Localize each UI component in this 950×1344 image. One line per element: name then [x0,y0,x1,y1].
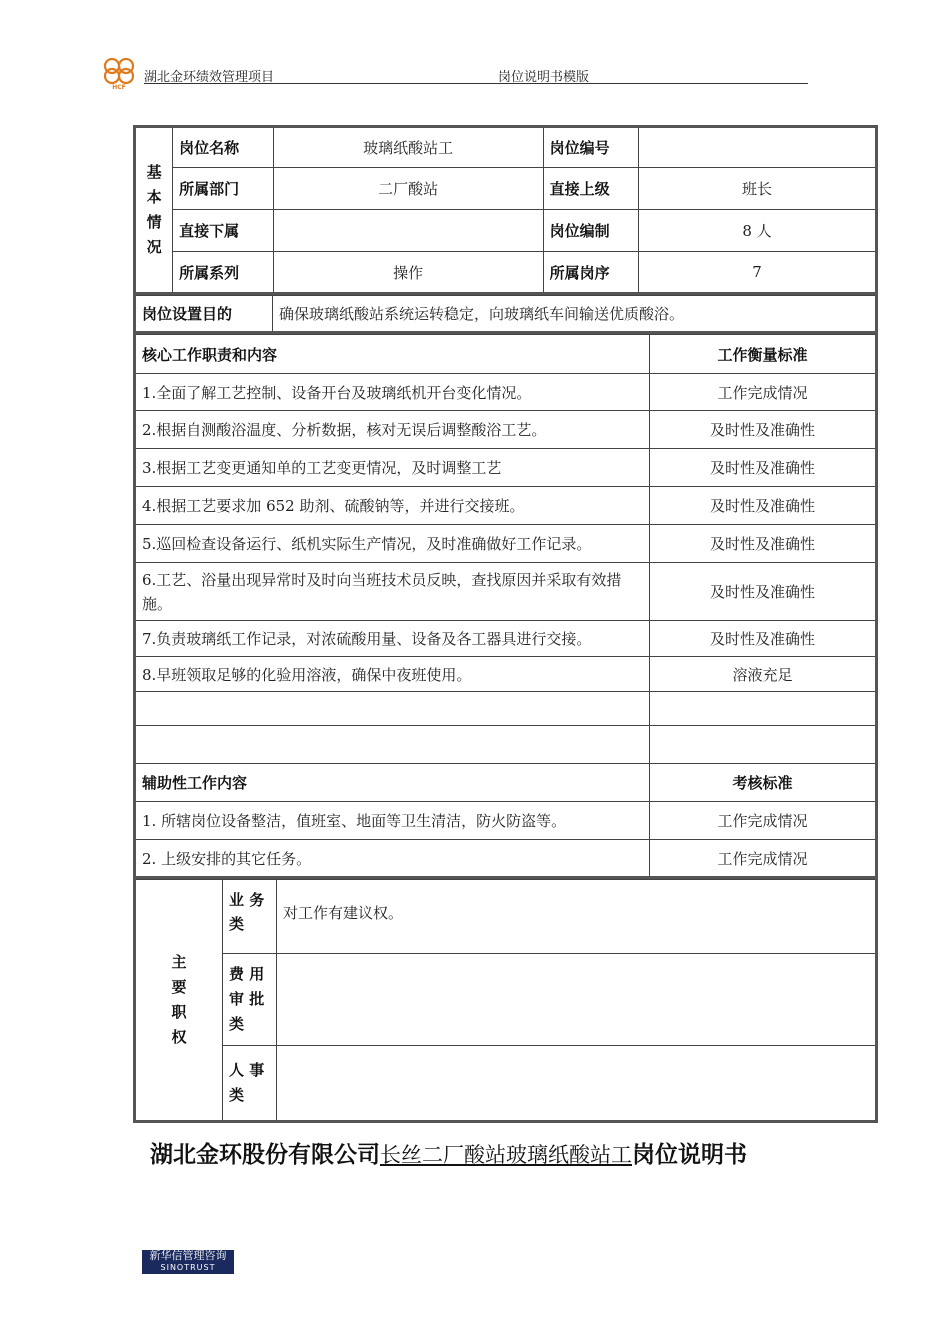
duty-standard: 及时性及准确性 [650,563,877,621]
duty-standard [650,726,877,764]
duty-text: 3.根据工艺变更通知单的工艺变更情况，及时调整工艺 [135,449,650,487]
label-subordinates: 直接下属 [173,210,273,252]
title-unit: 长丝二厂酸站玻璃纸酸站工 [380,1143,632,1167]
duty-text: 2.根据自测酸浴温度、分析数据，核对无误后调整酸浴工艺。 [135,411,650,449]
table-row [135,563,877,621]
duty-text [135,726,650,764]
basic-info-table [133,125,878,295]
label-position-name: 岗位名称 [173,127,273,168]
duty-text: 6.工艺、浴量出现异常时及时向当班技术员反映，查找原因并采取有效措施。 [135,563,650,621]
aux-text: 2. 上级安排的其它任务。 [135,840,650,878]
table-row [135,449,877,487]
label-supervisor: 直接上级 [543,168,638,210]
core-duties-table [133,334,878,879]
page-header [100,52,808,90]
value-department: 二厂酸站 [273,168,543,210]
value-series: 操作 [273,252,543,294]
duty-standard: 及时性及准确性 [650,621,877,657]
value-subordinates [273,210,543,252]
template-name: 岗位说明书模版 [498,70,590,85]
value-supervisor: 班长 [638,168,876,210]
authority-label-personnel: 人 事 类 [223,1046,277,1122]
aux-header-left: 辅助性工作内容 [135,764,650,802]
table-row [135,726,877,764]
aux-text: 1. 所辖岗位设备整洁，值班室、地面等卫生清洁，防火防盗等。 [135,802,650,840]
header-rule [144,83,808,84]
table-row [135,621,877,657]
purpose-table [133,295,878,334]
authority-label-expense: 费 用 审 批 类 [223,954,277,1046]
document-title [150,1136,850,1169]
purpose-label: 岗位设置目的 [135,296,273,333]
authority-table [133,879,878,1123]
aux-standard: 工作完成情况 [650,802,877,840]
value-rank: 7 [638,252,876,294]
duty-standard: 溶液充足 [650,657,877,692]
table-row [135,487,877,525]
value-headcount: 8 人 [638,210,876,252]
table-row [135,692,877,726]
authority-value-business: 对工作有建议权。 [277,880,877,954]
duty-standard: 及时性及准确性 [650,525,877,563]
duty-standard: 工作完成情况 [650,374,877,411]
duty-standard: 及时性及准确性 [650,411,877,449]
label-series: 所属系列 [173,252,273,294]
label-headcount: 岗位编制 [543,210,638,252]
table-row [135,802,877,840]
purpose-value: 确保玻璃纸酸站系统运转稳定，向玻璃纸车间输送优质酸浴。 [273,296,877,333]
core-header-right: 工作衡量标准 [650,335,877,374]
title-suffix: 岗位说明书 [632,1142,747,1168]
duty-text: 1.全面了解工艺控制、设备开台及玻璃纸机开台变化情况。 [135,374,650,411]
duty-text [135,692,650,726]
company-logo-icon [100,56,138,90]
duty-standard [650,692,877,726]
table-row [135,411,877,449]
duty-standard: 及时性及准确性 [650,487,877,525]
label-rank: 所属岗序 [543,252,638,294]
basic-section-label: 基 本 情 况 [135,127,173,294]
title-company: 湖北金环股份有限公司 [150,1142,380,1168]
authority-value-personnel [277,1046,877,1122]
job-description-form [133,125,878,1123]
authority-value-expense [277,954,877,1046]
duty-text: 5.巡回检查设备运行、纸机实际生产情况，及时准确做好工作记录。 [135,525,650,563]
authority-section-label: 主 要 职 权 [135,880,223,1122]
authority-label-business: 业 务 类 [223,880,277,954]
label-department: 所属部门 [173,168,273,210]
duty-text: 4.根据工艺要求加 652 助剂、硫酸钠等，并进行交接班。 [135,487,650,525]
project-name: 湖北金环绩效管理项目 [144,70,275,85]
duty-text: 8.早班领取足够的化验用溶液，确保中夜班使用。 [135,657,650,692]
svg-text:HCF: HCF [112,84,126,90]
label-position-code: 岗位编号 [543,127,638,168]
table-row [135,374,877,411]
table-row [135,525,877,563]
value-position-code [638,127,876,168]
aux-header-right: 考核标准 [650,764,877,802]
core-header-left: 核心工作职责和内容 [135,335,650,374]
value-position-name: 玻璃纸酸站工 [273,127,543,168]
aux-standard: 工作完成情况 [650,840,877,878]
duty-text: 7.负责玻璃纸工作记录，对浓硫酸用量、设备及各工器具进行交接。 [135,621,650,657]
consultancy-logo: 新华信管理咨询 SINOTRUST [142,1250,234,1274]
table-row [135,840,877,878]
table-row [135,657,877,692]
duty-standard: 及时性及准确性 [650,449,877,487]
